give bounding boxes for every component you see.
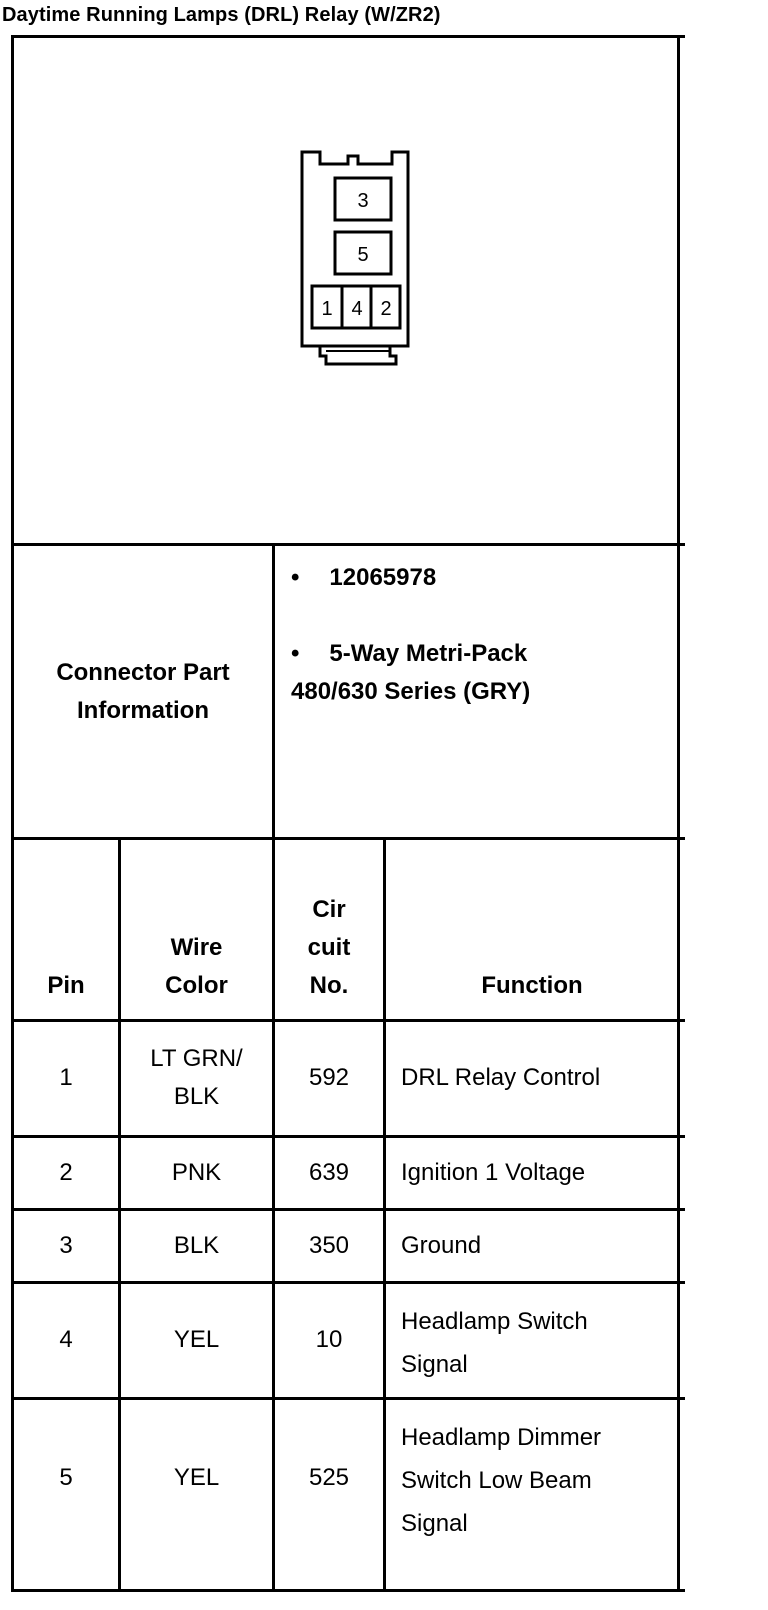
header-wire-color-1: Wire (170, 934, 223, 961)
part-number-line (291, 559, 436, 597)
row5-function-1: Headlamp Dimmer (401, 1424, 602, 1451)
divider-header (11, 1019, 685, 1022)
part-desc-line1 (291, 635, 527, 673)
header-wire-color (121, 929, 272, 1005)
part-info-label-line1: Connector Part (56, 659, 230, 686)
divider-diagram (11, 543, 685, 546)
divider-row3 (11, 1281, 685, 1284)
frame-top-border (11, 35, 685, 38)
header-pin: Pin (47, 972, 85, 999)
row4-circuit: 10 (315, 1326, 343, 1353)
cavity-label-5: 5 (357, 244, 369, 266)
bullet: • (291, 564, 300, 591)
row4-wire-color: YEL (173, 1326, 220, 1353)
row5-circuit: 525 (308, 1464, 350, 1491)
header-circuit-1: Cir (312, 896, 346, 923)
header-circuit-2: cuit (307, 934, 351, 961)
divider-row2 (11, 1208, 685, 1211)
divider-row4 (11, 1397, 685, 1400)
row1-wire-color-1: LT GRN/ (150, 1045, 243, 1072)
cavity-label-3: 3 (357, 190, 369, 212)
divider-row1 (11, 1135, 685, 1138)
table-frame-right (677, 36, 680, 1592)
part-info-label (14, 654, 272, 730)
row5-function-2: Switch Low Beam (401, 1467, 592, 1494)
part-description-2: 480/630 Series (GRY) (291, 678, 531, 705)
row1-wire-color (121, 1040, 272, 1116)
row5-wire-color: YEL (173, 1464, 220, 1491)
bullet: • (291, 640, 300, 667)
cavity-label-2: 2 (380, 298, 392, 320)
row4-function-2: Signal (401, 1351, 468, 1378)
header-circuit-3: No. (309, 972, 349, 999)
header-function: Function (481, 972, 583, 999)
row2-circuit: 639 (308, 1159, 350, 1186)
row1-function: DRL Relay Control (401, 1064, 601, 1091)
header-circuit (275, 891, 383, 1005)
cavity-label-1: 1 (321, 298, 333, 320)
part-description-1: 5-Way Metri-Pack (329, 640, 528, 667)
row5-function (401, 1416, 601, 1545)
header-wire-color-2: Color (165, 972, 228, 999)
row3-pin: 3 (59, 1232, 73, 1259)
row2-wire-color: PNK (171, 1159, 222, 1186)
divider-partinfo (11, 837, 685, 840)
divider-partinfo-vertical (272, 543, 275, 839)
row4-function (401, 1300, 588, 1386)
row1-circuit: 592 (308, 1064, 350, 1091)
row1-pin: 1 (59, 1064, 73, 1091)
row3-function: Ground (401, 1232, 482, 1259)
row3-circuit: 350 (308, 1232, 350, 1259)
row4-function-1: Headlamp Switch (401, 1308, 588, 1335)
row5-pin: 5 (59, 1464, 73, 1491)
row3-wire-color: BLK (173, 1232, 220, 1259)
row4-pin: 4 (59, 1326, 73, 1353)
row1-wire-color-2: BLK (173, 1083, 220, 1110)
row2-function: Ignition 1 Voltage (401, 1159, 586, 1186)
part-info-label-line2: Information (77, 697, 209, 724)
divider-col-circuit (383, 837, 386, 1591)
row5-function-3: Signal (401, 1510, 468, 1537)
row2-pin: 2 (59, 1159, 73, 1186)
page-title: Daytime Running Lamps (DRL) Relay (W/ZR2) (2, 4, 441, 26)
part-number: 12065978 (329, 564, 437, 591)
connector-face-diagram (296, 146, 416, 372)
frame-bottom-border (11, 1589, 685, 1592)
cavity-label-4: 4 (351, 298, 363, 320)
